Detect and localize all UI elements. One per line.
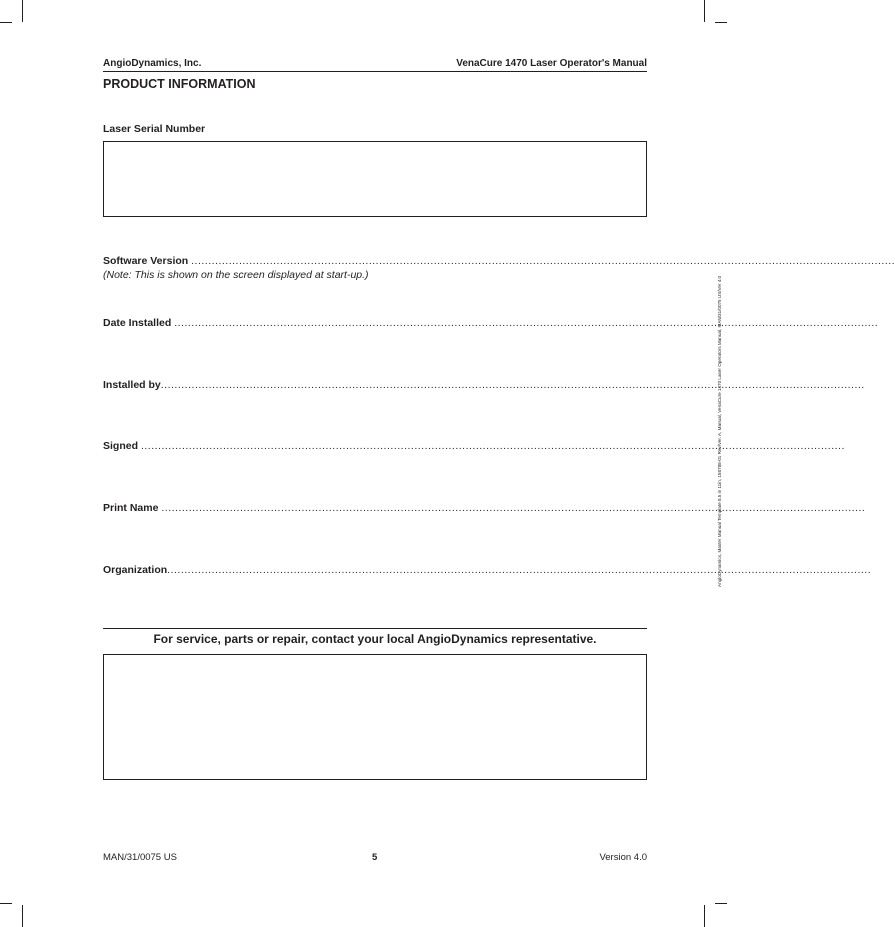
organization-field[interactable] (103, 564, 872, 578)
dotted-leader: .............................................................................................................................................................................................................. (167, 564, 872, 576)
dotted-leader: .............................................................................................................................................................................................................. (160, 379, 865, 391)
side-template-note: AngioDynamics, Master Manual Template 8.5 in 11in, 158788-01 Rev/Ver. A, Manual, VenaCure 1470 Laser Operators Manual, MAN/31/0075 US/Ver 4.0 (717, 275, 722, 587)
installed-by-label: Installed by (103, 379, 161, 391)
crop-mark-bottom-left (22, 905, 23, 927)
date-installed-field[interactable] (103, 317, 879, 331)
serial-number-label: Laser Serial Number (103, 123, 206, 135)
footer-page-number: 5 (372, 852, 378, 863)
software-version-field[interactable] (103, 255, 895, 269)
crop-mark-top-left (0, 22, 12, 23)
header-company: AngioDynamics, Inc. (103, 58, 202, 69)
service-rule (103, 628, 647, 629)
software-version-label: Software Version (103, 255, 189, 267)
crop-mark-bottom-right (715, 903, 727, 904)
dotted-leader: .............................................................................................................................................................................................................. (140, 440, 845, 452)
dotted-leader: .............................................................................................................................................................................................................. (161, 502, 866, 514)
footer-doc-number: MAN/31/0075 US (103, 852, 177, 863)
service-contact-box[interactable] (103, 654, 647, 780)
crop-mark-bottom-right (704, 905, 705, 927)
signed-label: Signed (103, 440, 139, 452)
signed-field[interactable] (103, 440, 845, 454)
footer-version: Version 4.0 (599, 852, 647, 863)
header-manual-title: VenaCure 1470 Laser Operator's Manual (456, 58, 647, 69)
header-rule (103, 71, 647, 72)
installed-by-field[interactable] (103, 379, 865, 393)
software-version-note: (Note: This is shown on the screen displayed at start-up.) (103, 269, 369, 281)
serial-number-box[interactable] (103, 141, 647, 217)
page-title: PRODUCT INFORMATION (103, 77, 256, 91)
service-notice: For service, parts or repair, contact your local AngioDynamics representative. (153, 632, 597, 646)
crop-mark-top-right (715, 22, 727, 23)
crop-mark-top-right (704, 0, 705, 22)
print-name-label: Print Name (103, 502, 159, 514)
crop-mark-bottom-left (0, 903, 12, 904)
crop-mark-top-left (22, 0, 23, 22)
date-installed-label: Date Installed (103, 317, 172, 329)
print-name-field[interactable] (103, 502, 866, 516)
organization-label: Organization (103, 564, 168, 576)
dotted-leader: .............................................................................................................................................................................................................. (191, 255, 895, 267)
dotted-leader: .............................................................................................................................................................................................................. (174, 317, 879, 329)
